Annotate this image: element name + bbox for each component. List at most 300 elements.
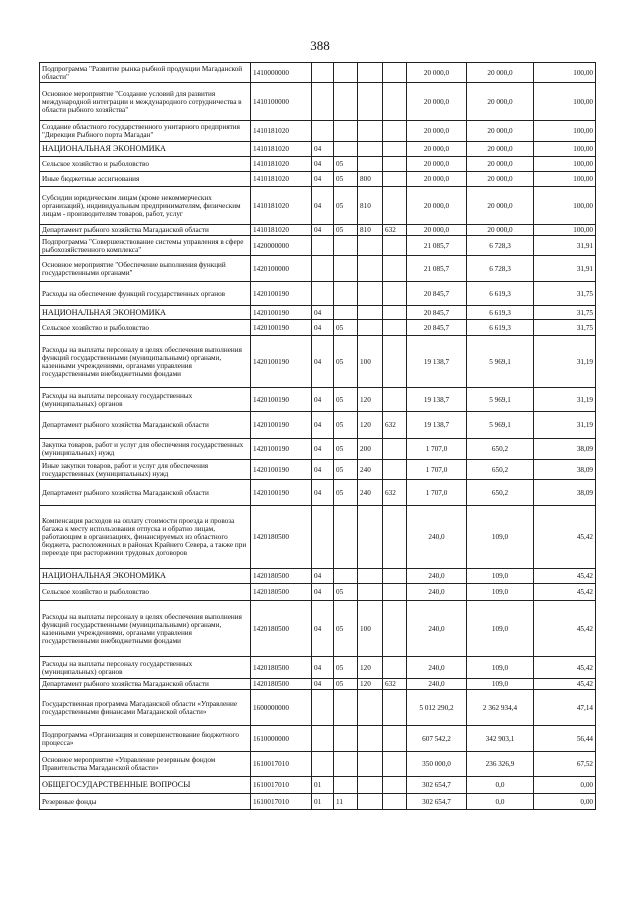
row-name: Иные бюджетные ассигнования (40, 172, 251, 187)
executed-amount: 109,0 (467, 584, 534, 601)
execution-percent: 31,19 (534, 336, 596, 388)
section-code: 04 (312, 336, 334, 388)
section-code (312, 121, 334, 142)
table-row (40, 187, 596, 225)
row-name: Подпрограмма «Организация и совершенствование бюджетного процесса» (40, 726, 251, 752)
target-article-code: 1610017010 (251, 777, 312, 794)
execution-percent: 0,00 (534, 794, 596, 810)
expense-type-code (358, 690, 383, 726)
planned-amount: 20 845,7 (407, 320, 467, 336)
target-article-code: 1420180500 (251, 657, 312, 679)
administrator-code (383, 157, 407, 172)
planned-amount: 20 000,0 (407, 225, 467, 236)
execution-percent: 100,00 (534, 63, 596, 83)
executed-amount: 6 619,3 (467, 320, 534, 336)
expense-type-code (358, 506, 383, 569)
administrator-code (383, 569, 407, 584)
section-code (312, 506, 334, 569)
subsection-code (334, 142, 358, 157)
expense-type-code (358, 236, 383, 256)
section-code: 04 (312, 460, 334, 480)
executed-amount: 20 000,0 (467, 83, 534, 121)
budget-table-body (40, 63, 596, 810)
expense-type-code (358, 157, 383, 172)
expense-type-code (358, 63, 383, 83)
executed-amount: 109,0 (467, 601, 534, 657)
administrator-code (383, 439, 407, 460)
executed-amount: 2 362 934,4 (467, 690, 534, 726)
administrator-code (383, 83, 407, 121)
execution-percent: 45,42 (534, 679, 596, 690)
table-row (40, 336, 596, 388)
target-article-code: 1410181020 (251, 121, 312, 142)
executed-amount: 6 619,3 (467, 282, 534, 306)
planned-amount: 350 000,0 (407, 752, 467, 777)
subsection-code (334, 506, 358, 569)
subsection-code: 05 (334, 601, 358, 657)
target-article-code: 1420100190 (251, 336, 312, 388)
planned-amount: 19 138,7 (407, 412, 467, 439)
target-article-code: 1420100190 (251, 388, 312, 412)
executed-amount: 6 728,3 (467, 256, 534, 282)
target-article-code: 1420100000 (251, 256, 312, 282)
execution-percent: 100,00 (534, 83, 596, 121)
target-article-code: 1420180500 (251, 584, 312, 601)
section-code (312, 236, 334, 256)
table-row (40, 121, 596, 142)
table-row (40, 412, 596, 439)
expense-type-code: 800 (358, 172, 383, 187)
subsection-code: 05 (334, 225, 358, 236)
table-row (40, 690, 596, 726)
subsection-code (334, 63, 358, 83)
execution-percent: 31,91 (534, 256, 596, 282)
executed-amount: 20 000,0 (467, 63, 534, 83)
subsection-code: 05 (334, 412, 358, 439)
section-code: 04 (312, 679, 334, 690)
execution-percent: 31,75 (534, 320, 596, 336)
execution-percent: 38,09 (534, 480, 596, 506)
row-name: Подпрограмма "Совершенствование системы управления в сфере рыбохозяйственного комплекса" (40, 236, 251, 256)
planned-amount: 20 845,7 (407, 282, 467, 306)
executed-amount: 109,0 (467, 569, 534, 584)
table-row (40, 306, 596, 320)
table-row (40, 480, 596, 506)
row-name: Подпрограмма "Развитие рынка рыбной продукции Магаданской области" (40, 63, 251, 83)
execution-percent: 0,00 (534, 777, 596, 794)
expense-type-code: 240 (358, 460, 383, 480)
expense-type-code: 120 (358, 679, 383, 690)
executed-amount: 5 969,1 (467, 388, 534, 412)
administrator-code (383, 726, 407, 752)
executed-amount: 650,2 (467, 480, 534, 506)
execution-percent: 45,42 (534, 506, 596, 569)
target-article-code: 1420100190 (251, 480, 312, 506)
table-row (40, 225, 596, 236)
subsection-code: 05 (334, 679, 358, 690)
table-row (40, 601, 596, 657)
administrator-code (383, 63, 407, 83)
expense-type-code: 810 (358, 187, 383, 225)
table-row (40, 752, 596, 777)
target-article-code: 1410000000 (251, 63, 312, 83)
target-article-code: 1420180500 (251, 601, 312, 657)
execution-percent: 31,19 (534, 412, 596, 439)
section-code: 04 (312, 388, 334, 412)
table-row (40, 142, 596, 157)
execution-percent: 31,19 (534, 388, 596, 412)
execution-percent: 47,14 (534, 690, 596, 726)
expense-type-code (358, 584, 383, 601)
expense-type-code (358, 121, 383, 142)
target-article-code: 1420180500 (251, 569, 312, 584)
executed-amount: 20 000,0 (467, 142, 534, 157)
row-name: Расходы на выплаты персоналу в целях обеспечения выполнения функций государственными (муниципальными) органами, казенными учреждениями, органами управления государственными внебюджетными фондами (40, 601, 251, 657)
table-row (40, 172, 596, 187)
row-name: Основное мероприятие "Создание условий для развития международной интеграции и международного сотрудничества в области рыбного хозяйства" (40, 83, 251, 121)
execution-percent: 31,75 (534, 282, 596, 306)
executed-amount: 109,0 (467, 657, 534, 679)
row-name: НАЦИОНАЛЬНАЯ ЭКОНОМИКА (40, 569, 251, 584)
row-name: Департамент рыбного хозяйства Магаданской области (40, 679, 251, 690)
planned-amount: 21 085,7 (407, 236, 467, 256)
section-code: 04 (312, 584, 334, 601)
administrator-code (383, 777, 407, 794)
administrator-code (383, 752, 407, 777)
subsection-code: 05 (334, 320, 358, 336)
executed-amount: 20 000,0 (467, 121, 534, 142)
target-article-code: 1410100000 (251, 83, 312, 121)
execution-percent: 45,42 (534, 569, 596, 584)
subsection-code (334, 726, 358, 752)
row-name: Сельское хозяйство и рыболовство (40, 320, 251, 336)
planned-amount: 19 138,7 (407, 336, 467, 388)
row-name: Основное мероприятие «Управление резервным фондом Правительства Магаданской области» (40, 752, 251, 777)
execution-percent: 100,00 (534, 225, 596, 236)
executed-amount: 20 000,0 (467, 187, 534, 225)
planned-amount: 302 654,7 (407, 777, 467, 794)
row-name: Сельское хозяйство и рыболовство (40, 584, 251, 601)
planned-amount: 240,0 (407, 584, 467, 601)
expense-type-code (358, 320, 383, 336)
administrator-code (383, 388, 407, 412)
expense-type-code: 120 (358, 412, 383, 439)
section-code: 04 (312, 157, 334, 172)
expense-type-code (358, 752, 383, 777)
subsection-code: 05 (334, 460, 358, 480)
planned-amount: 607 542,2 (407, 726, 467, 752)
expense-type-code: 120 (358, 388, 383, 412)
table-row (40, 794, 596, 810)
execution-percent: 45,42 (534, 601, 596, 657)
table-row (40, 282, 596, 306)
section-code: 04 (312, 225, 334, 236)
administrator-code: 632 (383, 480, 407, 506)
target-article-code: 1420180500 (251, 506, 312, 569)
section-code: 04 (312, 480, 334, 506)
row-name: Расходы на выплаты персоналу государственных (муниципальных) органов (40, 657, 251, 679)
planned-amount: 240,0 (407, 506, 467, 569)
target-article-code: 1420100190 (251, 439, 312, 460)
table-row (40, 460, 596, 480)
planned-amount: 302 654,7 (407, 794, 467, 810)
subsection-code: 05 (334, 172, 358, 187)
table-row (40, 63, 596, 83)
row-name: Закупка товаров, работ и услуг для обеспечения государственных (муниципальных) нужд (40, 439, 251, 460)
planned-amount: 21 085,7 (407, 256, 467, 282)
expense-type-code: 100 (358, 336, 383, 388)
row-name: Основное мероприятие "Обеспечение выполнения функций государственными органами" (40, 256, 251, 282)
planned-amount: 240,0 (407, 657, 467, 679)
execution-percent: 38,09 (534, 439, 596, 460)
subsection-code: 11 (334, 794, 358, 810)
planned-amount: 20 000,0 (407, 172, 467, 187)
planned-amount: 20 000,0 (407, 157, 467, 172)
executed-amount: 342 903,1 (467, 726, 534, 752)
target-article-code: 1420100190 (251, 412, 312, 439)
execution-percent: 100,00 (534, 187, 596, 225)
executed-amount: 0,0 (467, 777, 534, 794)
section-code: 04 (312, 172, 334, 187)
execution-percent: 67,52 (534, 752, 596, 777)
expense-type-code (358, 256, 383, 282)
row-name: Резервные фонды (40, 794, 251, 810)
administrator-code (383, 690, 407, 726)
row-name: Департамент рыбного хозяйства Магаданской области (40, 412, 251, 439)
row-name: Департамент рыбного хозяйства Магаданской области (40, 225, 251, 236)
executed-amount: 5 969,1 (467, 412, 534, 439)
expense-type-code (358, 726, 383, 752)
subsection-code: 05 (334, 388, 358, 412)
subsection-code: 05 (334, 336, 358, 388)
row-name: Расходы на выплаты персоналу государственных (муниципальных) органов (40, 388, 251, 412)
subsection-code (334, 121, 358, 142)
subsection-code: 05 (334, 584, 358, 601)
execution-percent: 100,00 (534, 142, 596, 157)
target-article-code: 1420100190 (251, 282, 312, 306)
row-name: НАЦИОНАЛЬНАЯ ЭКОНОМИКА (40, 306, 251, 320)
section-code: 04 (312, 412, 334, 439)
planned-amount: 1 707,0 (407, 439, 467, 460)
subsection-code (334, 690, 358, 726)
target-article-code: 1420100190 (251, 320, 312, 336)
expense-type-code (358, 142, 383, 157)
execution-percent: 100,00 (534, 121, 596, 142)
expense-type-code (358, 569, 383, 584)
administrator-code (383, 506, 407, 569)
execution-percent: 31,91 (534, 236, 596, 256)
administrator-code (383, 601, 407, 657)
target-article-code: 1420100190 (251, 460, 312, 480)
executed-amount: 6 728,3 (467, 236, 534, 256)
target-article-code: 1420180500 (251, 679, 312, 690)
subsection-code (334, 236, 358, 256)
subsection-code (334, 306, 358, 320)
administrator-code (383, 172, 407, 187)
administrator-code (383, 282, 407, 306)
administrator-code: 632 (383, 679, 407, 690)
planned-amount: 240,0 (407, 679, 467, 690)
subsection-code: 05 (334, 187, 358, 225)
administrator-code (383, 584, 407, 601)
table-row (40, 679, 596, 690)
target-article-code: 1420000000 (251, 236, 312, 256)
section-code (312, 752, 334, 777)
table-row (40, 777, 596, 794)
planned-amount: 19 138,7 (407, 388, 467, 412)
section-code: 04 (312, 187, 334, 225)
table-row (40, 83, 596, 121)
section-code: 04 (312, 601, 334, 657)
expense-type-code (358, 282, 383, 306)
planned-amount: 5 012 290,2 (407, 690, 467, 726)
administrator-code (383, 306, 407, 320)
subsection-code: 05 (334, 480, 358, 506)
row-name: Иные закупки товаров, работ и услуг для обеспечения государственных (муниципальных) нужд (40, 460, 251, 480)
administrator-code: 632 (383, 225, 407, 236)
target-article-code: 1410181020 (251, 225, 312, 236)
administrator-code (383, 121, 407, 142)
section-code: 04 (312, 439, 334, 460)
section-code (312, 726, 334, 752)
planned-amount: 240,0 (407, 569, 467, 584)
subsection-code: 05 (334, 439, 358, 460)
target-article-code: 1410181020 (251, 172, 312, 187)
expense-type-code (358, 794, 383, 810)
target-article-code: 1420100190 (251, 306, 312, 320)
administrator-code: 632 (383, 412, 407, 439)
planned-amount: 20 000,0 (407, 83, 467, 121)
target-article-code: 1610000000 (251, 726, 312, 752)
section-code (312, 63, 334, 83)
administrator-code (383, 320, 407, 336)
row-name: Субсидии юридическим лицам (кроме некоммерческих организаций), индивидуальным предпринимателям, физическим лицам - производителям товаров, работ, услуг (40, 187, 251, 225)
section-code (312, 282, 334, 306)
section-code: 04 (312, 569, 334, 584)
target-article-code: 1410181020 (251, 157, 312, 172)
row-name: Расходы на выплаты персоналу в целях обеспечения выполнения функций государственными (муниципальными) органами, казенными учреждениями, органами управления государственными внебюджетными фондами (40, 336, 251, 388)
execution-percent: 100,00 (534, 157, 596, 172)
execution-percent: 31,75 (534, 306, 596, 320)
expense-type-code (358, 777, 383, 794)
row-name: ОБЩЕГОСУДАРСТВЕННЫЕ ВОПРОСЫ (40, 777, 251, 794)
administrator-code (383, 187, 407, 225)
table-row (40, 388, 596, 412)
administrator-code (383, 236, 407, 256)
planned-amount: 1 707,0 (407, 460, 467, 480)
expense-type-code (358, 306, 383, 320)
row-name: Сельское хозяйство и рыболовство (40, 157, 251, 172)
table-row (40, 236, 596, 256)
planned-amount: 1 707,0 (407, 480, 467, 506)
administrator-code (383, 256, 407, 282)
planned-amount: 240,0 (407, 601, 467, 657)
executed-amount: 650,2 (467, 460, 534, 480)
executed-amount: 0,0 (467, 794, 534, 810)
subsection-code: 05 (334, 157, 358, 172)
executed-amount: 109,0 (467, 506, 534, 569)
target-article-code: 1610017010 (251, 794, 312, 810)
execution-percent: 38,09 (534, 460, 596, 480)
row-name: Департамент рыбного хозяйства Магаданской области (40, 480, 251, 506)
target-article-code: 1610017010 (251, 752, 312, 777)
execution-percent: 56,44 (534, 726, 596, 752)
execution-percent: 100,00 (534, 172, 596, 187)
planned-amount: 20 000,0 (407, 187, 467, 225)
table-row (40, 657, 596, 679)
table-row (40, 584, 596, 601)
target-article-code: 1600000000 (251, 690, 312, 726)
section-code: 04 (312, 657, 334, 679)
planned-amount: 20 845,7 (407, 306, 467, 320)
section-code (312, 690, 334, 726)
subsection-code: 05 (334, 657, 358, 679)
expense-type-code: 100 (358, 601, 383, 657)
expense-type-code: 810 (358, 225, 383, 236)
row-name: Создание областного государственного унитарного предприятия "Дирекция Рыбного порта Магадан" (40, 121, 251, 142)
executed-amount: 5 969,1 (467, 336, 534, 388)
planned-amount: 20 000,0 (407, 142, 467, 157)
executed-amount: 20 000,0 (467, 225, 534, 236)
section-code: 01 (312, 777, 334, 794)
table-row (40, 157, 596, 172)
executed-amount: 20 000,0 (467, 172, 534, 187)
execution-percent: 45,42 (534, 584, 596, 601)
section-code: 01 (312, 794, 334, 810)
section-code: 04 (312, 320, 334, 336)
subsection-code (334, 83, 358, 121)
row-name: Государственная программа Магаданской области «Управление государственными финансами Магаданской области» (40, 690, 251, 726)
planned-amount: 20 000,0 (407, 63, 467, 83)
section-code: 04 (312, 306, 334, 320)
table-row (40, 439, 596, 460)
row-name: Компенсация расходов на оплату стоимости проезда и провоза багажа к месту использования отпуска и обратно лицам, работающим в организациях, финансируемых из областного бюджета, расположенных в районах Крайнего Севера, а также при переезде при расторжении трудовых договоров (40, 506, 251, 569)
administrator-code (383, 336, 407, 388)
executed-amount: 109,0 (467, 679, 534, 690)
subsection-code (334, 777, 358, 794)
expense-type-code: 200 (358, 439, 383, 460)
executed-amount: 6 619,3 (467, 306, 534, 320)
executed-amount: 20 000,0 (467, 157, 534, 172)
subsection-code (334, 569, 358, 584)
administrator-code (383, 657, 407, 679)
section-code (312, 83, 334, 121)
row-name: НАЦИОНАЛЬНАЯ ЭКОНОМИКА (40, 142, 251, 157)
section-code (312, 256, 334, 282)
administrator-code (383, 142, 407, 157)
target-article-code: 1410181020 (251, 187, 312, 225)
executed-amount: 236 326,9 (467, 752, 534, 777)
subsection-code (334, 752, 358, 777)
table-row (40, 726, 596, 752)
table-row (40, 320, 596, 336)
administrator-code (383, 794, 407, 810)
target-article-code: 1410181020 (251, 142, 312, 157)
subsection-code (334, 256, 358, 282)
execution-percent: 45,42 (534, 657, 596, 679)
table-row (40, 506, 596, 569)
row-name: Расходы на обеспечение функций государственных органов (40, 282, 251, 306)
budget-execution-table (39, 62, 596, 810)
expense-type-code: 240 (358, 480, 383, 506)
table-row (40, 256, 596, 282)
section-code: 04 (312, 142, 334, 157)
table-row (40, 569, 596, 584)
page-number: 388 (310, 38, 330, 53)
executed-amount: 650,2 (467, 439, 534, 460)
expense-type-code: 120 (358, 657, 383, 679)
subsection-code (334, 282, 358, 306)
